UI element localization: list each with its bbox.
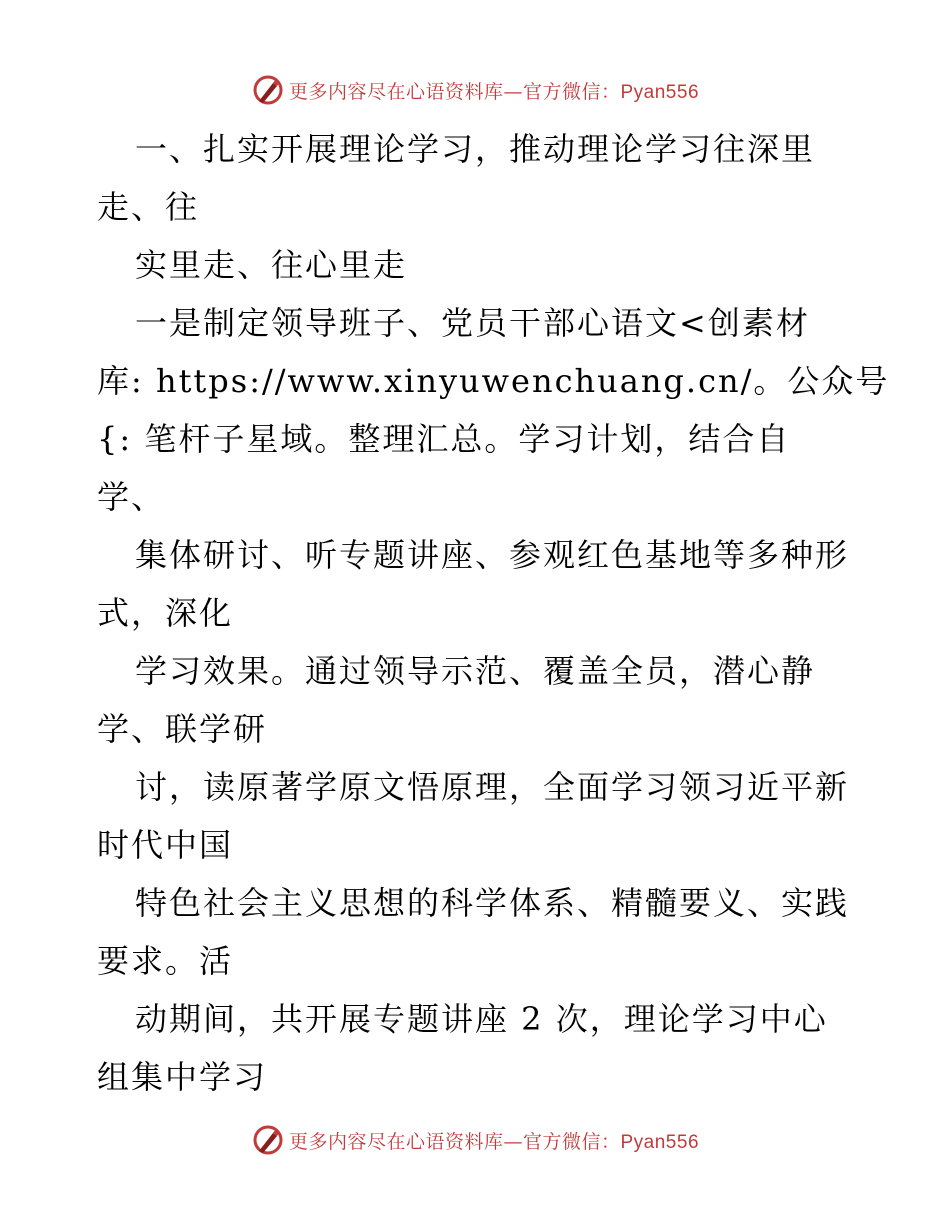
pen-logo-icon [251,73,285,107]
pen-logo-icon [251,1123,285,1157]
watermark-id: Pyan556 [620,1131,700,1153]
text-line: 集体研讨、听专题讲座、参观红色基地等多种形 [135,536,850,574]
document-body [97,120,890,1106]
text-line: 要求。活 [97,942,234,980]
text-line: 一是制定领导班子、党员干部心语文<创素材 [135,304,810,342]
header-watermark [0,70,950,110]
watermark-text: 更多内容尽在心语资料库—官方微信：Pyan556 [288,1130,700,1153]
footer-watermark [0,1120,950,1160]
text-line: 动期间，共开展专题讲座 2 次，理论学习中心 [135,1000,828,1038]
text-line: 实里走、往心里走 [135,246,408,284]
text-line: 时代中国 [97,826,234,864]
text-line: {: 笔杆子星域。整理汇总。学习计划，结合自 [97,420,791,458]
text-line: 走、往 [97,188,200,226]
text-line: 库: https://www.xinyuwenchuang.cn/。公众号 [97,362,890,400]
text-line: 学、联学研 [97,710,268,748]
watermark-text: 更多内容尽在心语资料库—官方微信：Pyan556 [288,80,700,103]
text-line: 式，深化 [97,594,234,632]
text-line: 特色社会主义思想的科学体系、精髓要义、实践 [135,884,850,922]
watermark-id: Pyan556 [620,81,700,103]
text-line: 学习效果。通过领导示范、覆盖全员，潜心静 [135,652,816,690]
text-line: 一、扎实开展理论学习，推动理论学习往深里 [135,130,816,168]
text-line: 组集中学习 [97,1058,268,1096]
text-line: 讨，读原著学原文悟原理，全面学习领习近平新 [135,768,850,806]
text-line: 学、 [97,478,166,516]
